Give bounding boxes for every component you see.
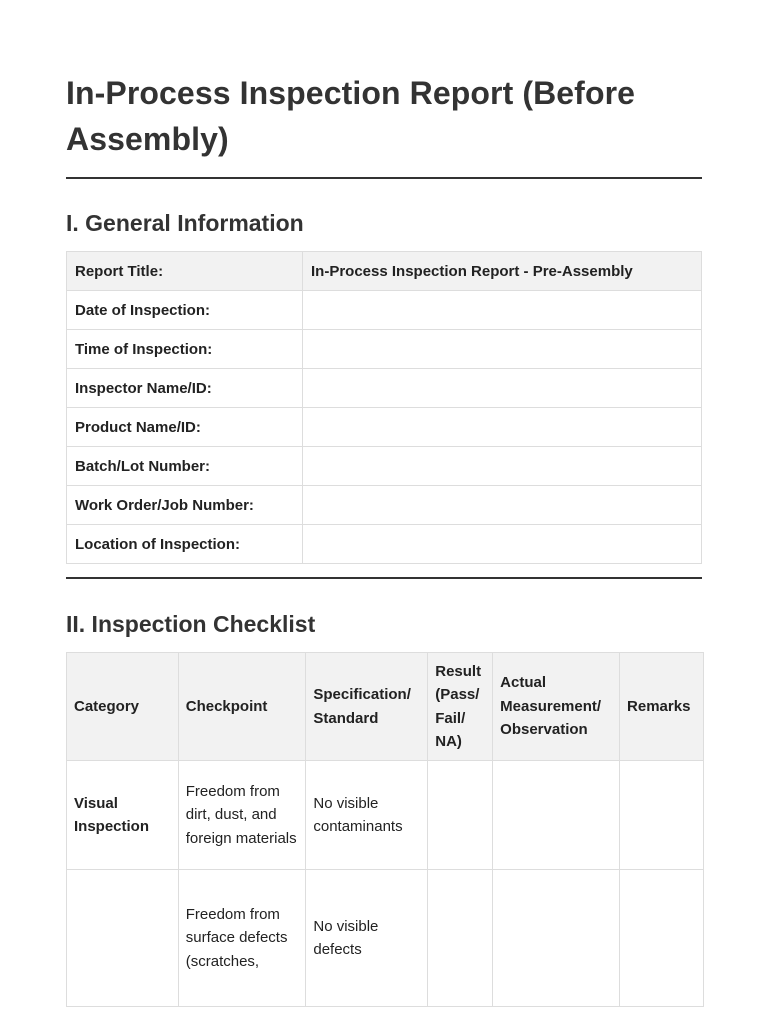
table-row [67,486,702,525]
table-row [67,252,702,291]
column-header-remarks: Remarks [620,653,704,761]
batch-lot-number-field[interactable] [303,447,702,486]
general-information-table [66,251,702,564]
time-of-inspection-field[interactable] [303,330,702,369]
remarks-cell[interactable] [620,761,704,870]
column-header-checkpoint: Checkpoint [178,653,306,761]
remarks-cell[interactable] [620,870,704,1007]
work-order-number-field[interactable] [303,486,702,525]
field-label: Product Name/ID: [67,408,303,447]
table-row [67,525,702,564]
actual-measurement-cell[interactable] [493,761,620,870]
field-label: Date of Inspection: [67,291,303,330]
field-label: Batch/Lot Number: [67,447,303,486]
table-row [67,870,704,1007]
location-of-inspection-field[interactable] [303,525,702,564]
table-header-row [67,653,704,761]
table-row [67,369,702,408]
category-cell [67,870,179,1007]
field-label: Work Order/Job Number: [67,486,303,525]
section-divider [66,577,702,579]
field-label: Inspector Name/ID: [67,369,303,408]
table-row [67,408,702,447]
report-title-value: In-Process Inspection Report - Pre-Assembly [303,252,702,291]
checkpoint-cell: Freedom from dirt, dust, and foreign materials [178,761,306,870]
result-cell[interactable] [428,870,493,1007]
section-heading-general: I. General Information [66,210,304,236]
field-label: Time of Inspection: [67,330,303,369]
table-row [67,291,702,330]
field-label: Report Title: [67,252,303,291]
result-cell[interactable] [428,761,493,870]
category-cell: Visual Inspection [67,761,179,870]
specification-cell: No visible defects [306,870,428,1007]
table-row [67,330,702,369]
column-header-actual-measurement: Actual Measurement/ Observation [493,653,620,761]
checkpoint-cell: Freedom from surface defects (scratches, [178,870,306,1007]
table-row [67,761,704,870]
page-title: In-Process Inspection Report (Before Assembly) [66,75,636,157]
actual-measurement-cell[interactable] [493,870,620,1007]
column-header-specification: Specification/ Standard [306,653,428,761]
section-heading-checklist: II. Inspection Checklist [66,611,316,637]
table-row [67,447,702,486]
field-label: Location of Inspection: [67,525,303,564]
specification-cell: No visible contaminants [306,761,428,870]
column-header-category: Category [67,653,179,761]
product-name-field[interactable] [303,408,702,447]
inspection-checklist-table [66,652,704,1007]
title-divider [66,177,702,179]
inspector-name-field[interactable] [303,369,702,408]
date-of-inspection-field[interactable] [303,291,702,330]
column-header-result: Result (Pass/ Fail/ NA) [428,653,493,761]
